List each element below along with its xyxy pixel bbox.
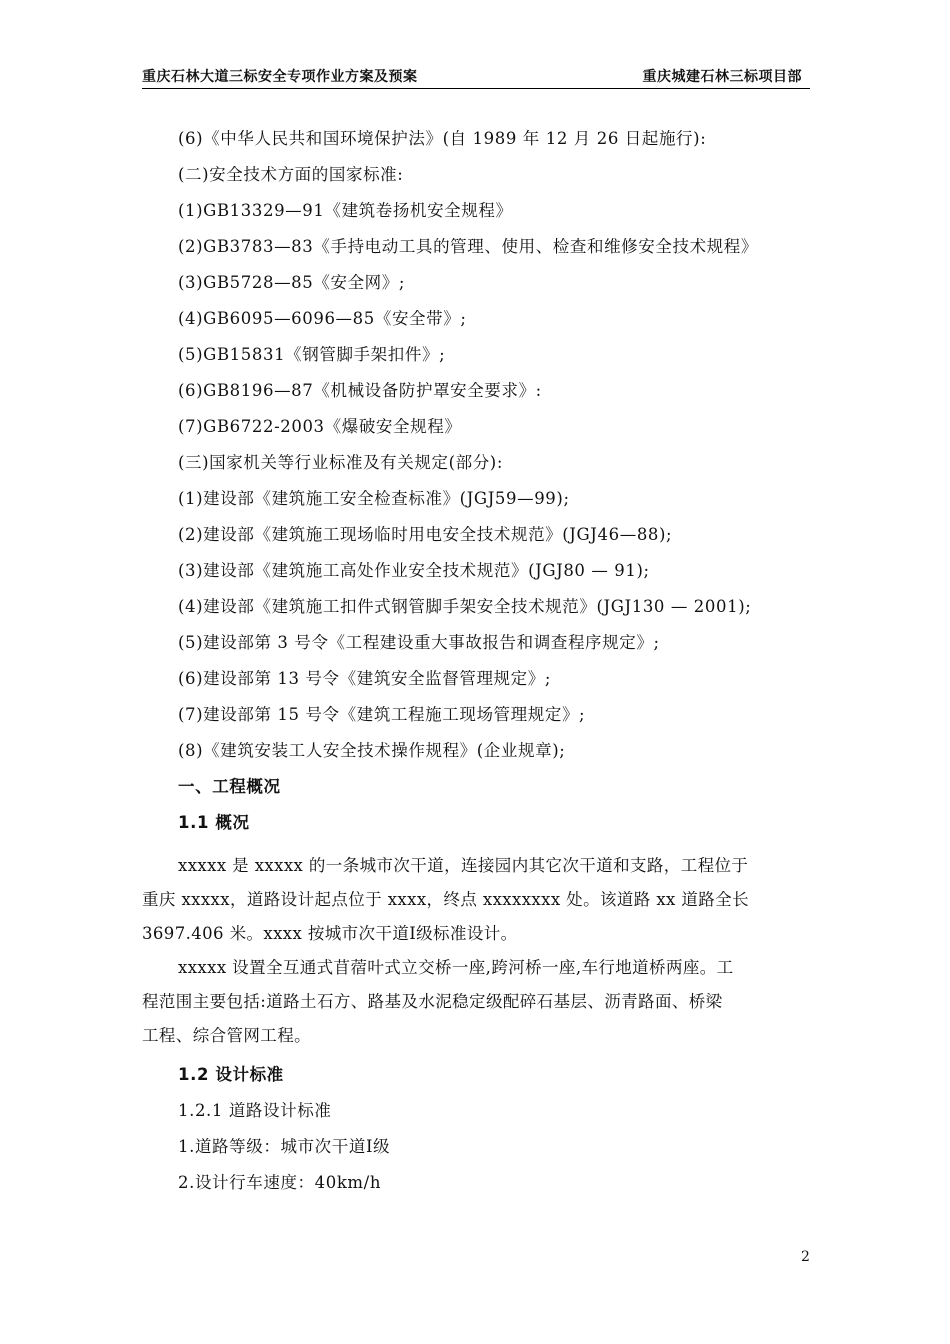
list-item: (1)建设部《建筑施工安全检查标准》(JGJ59—99); [178,489,570,508]
list-item: (2)GB3783—83《手持电动工具的管理、使用、检查和维修安全技术规程》 [178,237,758,256]
paragraph-line: xxxxx 设置全互通式苜蓿叶式立交桥一座,跨河桥一座,车行地道桥两座。工 [178,958,734,977]
header-divider [142,88,810,89]
list-heading: (二)安全技术方面的国家标准: [178,165,404,184]
list-item: 1.道路等级：城市次干道Ⅰ级 [178,1137,391,1156]
list-item: (5)GB15831《钢管脚手架扣件》; [178,345,446,364]
list-item: (4)GB6095—6096—85《安全带》; [178,309,467,328]
list-item: (3)GB5728—85《安全网》; [178,273,406,292]
list-item: (7)GB6722-2003《爆破安全规程》 [178,417,462,436]
list-heading: (三)国家机关等行业标准及有关规定(部分): [178,453,504,472]
header-project-department: 重庆城建石林三标项目部 [642,69,802,85]
list-item: (8)《建筑安装工人安全技术操作规程》(企业规章); [178,741,566,760]
list-item: (6)建设部第 13 号令《建筑安全监督管理规定》; [178,669,552,688]
list-item: (6)GB8196—87《机械设备防护罩安全要求》: [178,381,542,400]
page-number: 2 [801,1249,810,1265]
header-document-title: 重庆石林大道三标安全专项作业方案及预案 [142,69,418,85]
list-item: (4)建设部《建筑施工扣件式钢管脚手架安全技术规范》(JGJ130 — 2001); [178,597,752,616]
list-item: 2.设计行车速度：40km/h [178,1173,382,1192]
subsection-heading: 1.1 概况 [178,813,250,832]
document-body [142,121,810,1201]
paragraph-line: xxxxx 是 xxxxx 的一条城市次干道，连接园内其它次干道和支路，工程位于 [178,856,749,875]
paragraph-line: 工程、综合管网工程。 [142,1026,311,1045]
section-heading: 一、工程概况 [178,777,281,796]
page-header [142,66,810,88]
subsubsection-heading: 1.2.1 道路设计标准 [178,1101,332,1120]
list-item: (2)建设部《建筑施工现场临时用电安全技术规范》(JGJ46—88); [178,525,673,544]
scope-paragraph [142,951,810,1053]
list-item: (1)GB13329—91《建筑卷扬机安全规程》 [178,201,513,220]
paragraph-line: 重庆 xxxxx，道路设计起点位于 xxxx，终点 xxxxxxxx 处。该道路 xx 道路全长 [142,890,749,909]
paragraph-line: 程范围主要包括:道路土石方、路基及水泥稳定级配碎石基层、沥青路面、桥梁 [142,992,723,1011]
overview-paragraph [142,849,810,951]
list-item: (6)《中华人民共和国环境保护法》(自 1989 年 12 月 26 日起施行): [178,129,707,148]
list-item: (5)建设部第 3 号令《工程建设重大事故报告和调查程序规定》; [178,633,660,652]
list-item: (3)建设部《建筑施工高处作业安全技术规范》(JGJ80 — 91); [178,561,650,580]
list-item: (7)建设部第 15 号令《建筑工程施工现场管理规定》; [178,705,586,724]
paragraph-line: 3697.406 米。xxxx 按城市次干道Ⅰ级标准设计。 [142,924,518,943]
subsection-heading: 1.2 设计标准 [178,1065,284,1084]
